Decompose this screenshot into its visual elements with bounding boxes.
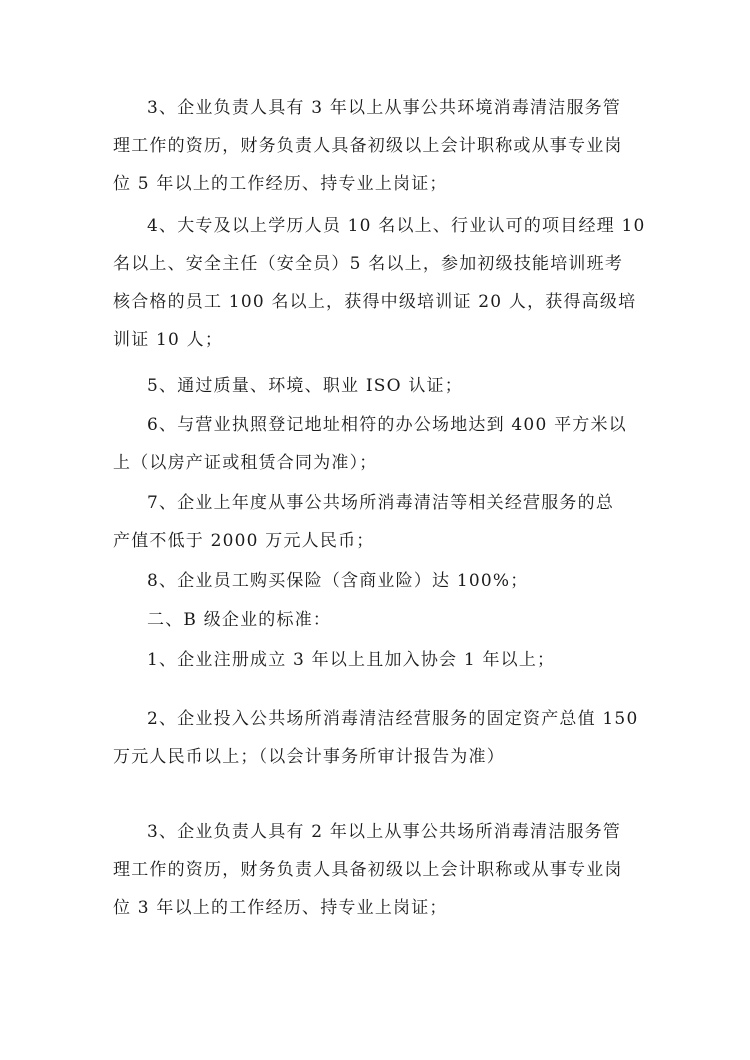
text-line: 万元人民币以上；（以会计事务所审计报告为准）	[113, 747, 505, 767]
text-line: 6、与营业执照登记地址相符的办公场地达到 400 平方米以	[147, 415, 627, 435]
paragraph-b-3	[113, 813, 643, 927]
text-line: 理工作的资历，财务负责人具备初级以上会计职称或从事专业岗	[113, 860, 623, 880]
text-line: 训证 10 人；	[113, 330, 224, 350]
text-line: 4、大专及以上学历人员 10 名以上、行业认可的项目经理 10	[147, 216, 646, 236]
text-line: 理工作的资历，财务负责人具备初级以上会计职称或从事专业岗	[113, 136, 623, 156]
text-line: 5、通过质量、环境、职业 ISO 认证；	[147, 376, 463, 396]
text-line: 3、企业负责人具有 3 年以上从事公共环境消毒清洁服务管	[147, 98, 622, 118]
text-line: 名以上、安全主任（安全员）5 名以上，参加初级技能培训班考	[113, 254, 624, 274]
text-line: 8、企业员工购买保险（含商业险）达 100%；	[147, 571, 529, 591]
text-line: 核合格的员工 100 名以上，获得中级培训证 20 人，获得高级培	[113, 292, 637, 312]
paragraph-a-4	[113, 207, 646, 359]
paragraph-a-8	[113, 562, 643, 600]
text-line: 产值不低于 2000 万元人民币；	[113, 531, 375, 551]
text-line: 位 3 年以上的工作经历、持专业上岗证；	[113, 898, 448, 918]
paragraph-b-1	[113, 641, 643, 679]
text-line: 3、企业负责人具有 2 年以上从事公共场所消毒清洁服务管	[147, 822, 622, 842]
text-line: 位 5 年以上的工作经历、持专业上岗证；	[113, 174, 448, 194]
paragraph-a-3	[113, 89, 643, 203]
section-heading-text: 二、B 级企业的标准：	[147, 610, 332, 630]
paragraph-a-6	[113, 406, 643, 482]
text-line: 2、企业投入公共场所消毒清洁经营服务的固定资产总值 150	[147, 709, 639, 729]
text-line: 7、企业上年度从事公共场所消毒清洁等相关经营服务的总	[147, 493, 615, 513]
text-line: 1、企业注册成立 3 年以上且加入协会 1 年以上；	[147, 650, 556, 670]
text-line: 上（以房产证或租赁合同为准）；	[113, 453, 378, 473]
paragraph-b-2	[113, 700, 643, 776]
section-heading-b	[113, 601, 643, 639]
paragraph-a-7	[113, 484, 643, 560]
paragraph-a-5	[113, 367, 643, 405]
